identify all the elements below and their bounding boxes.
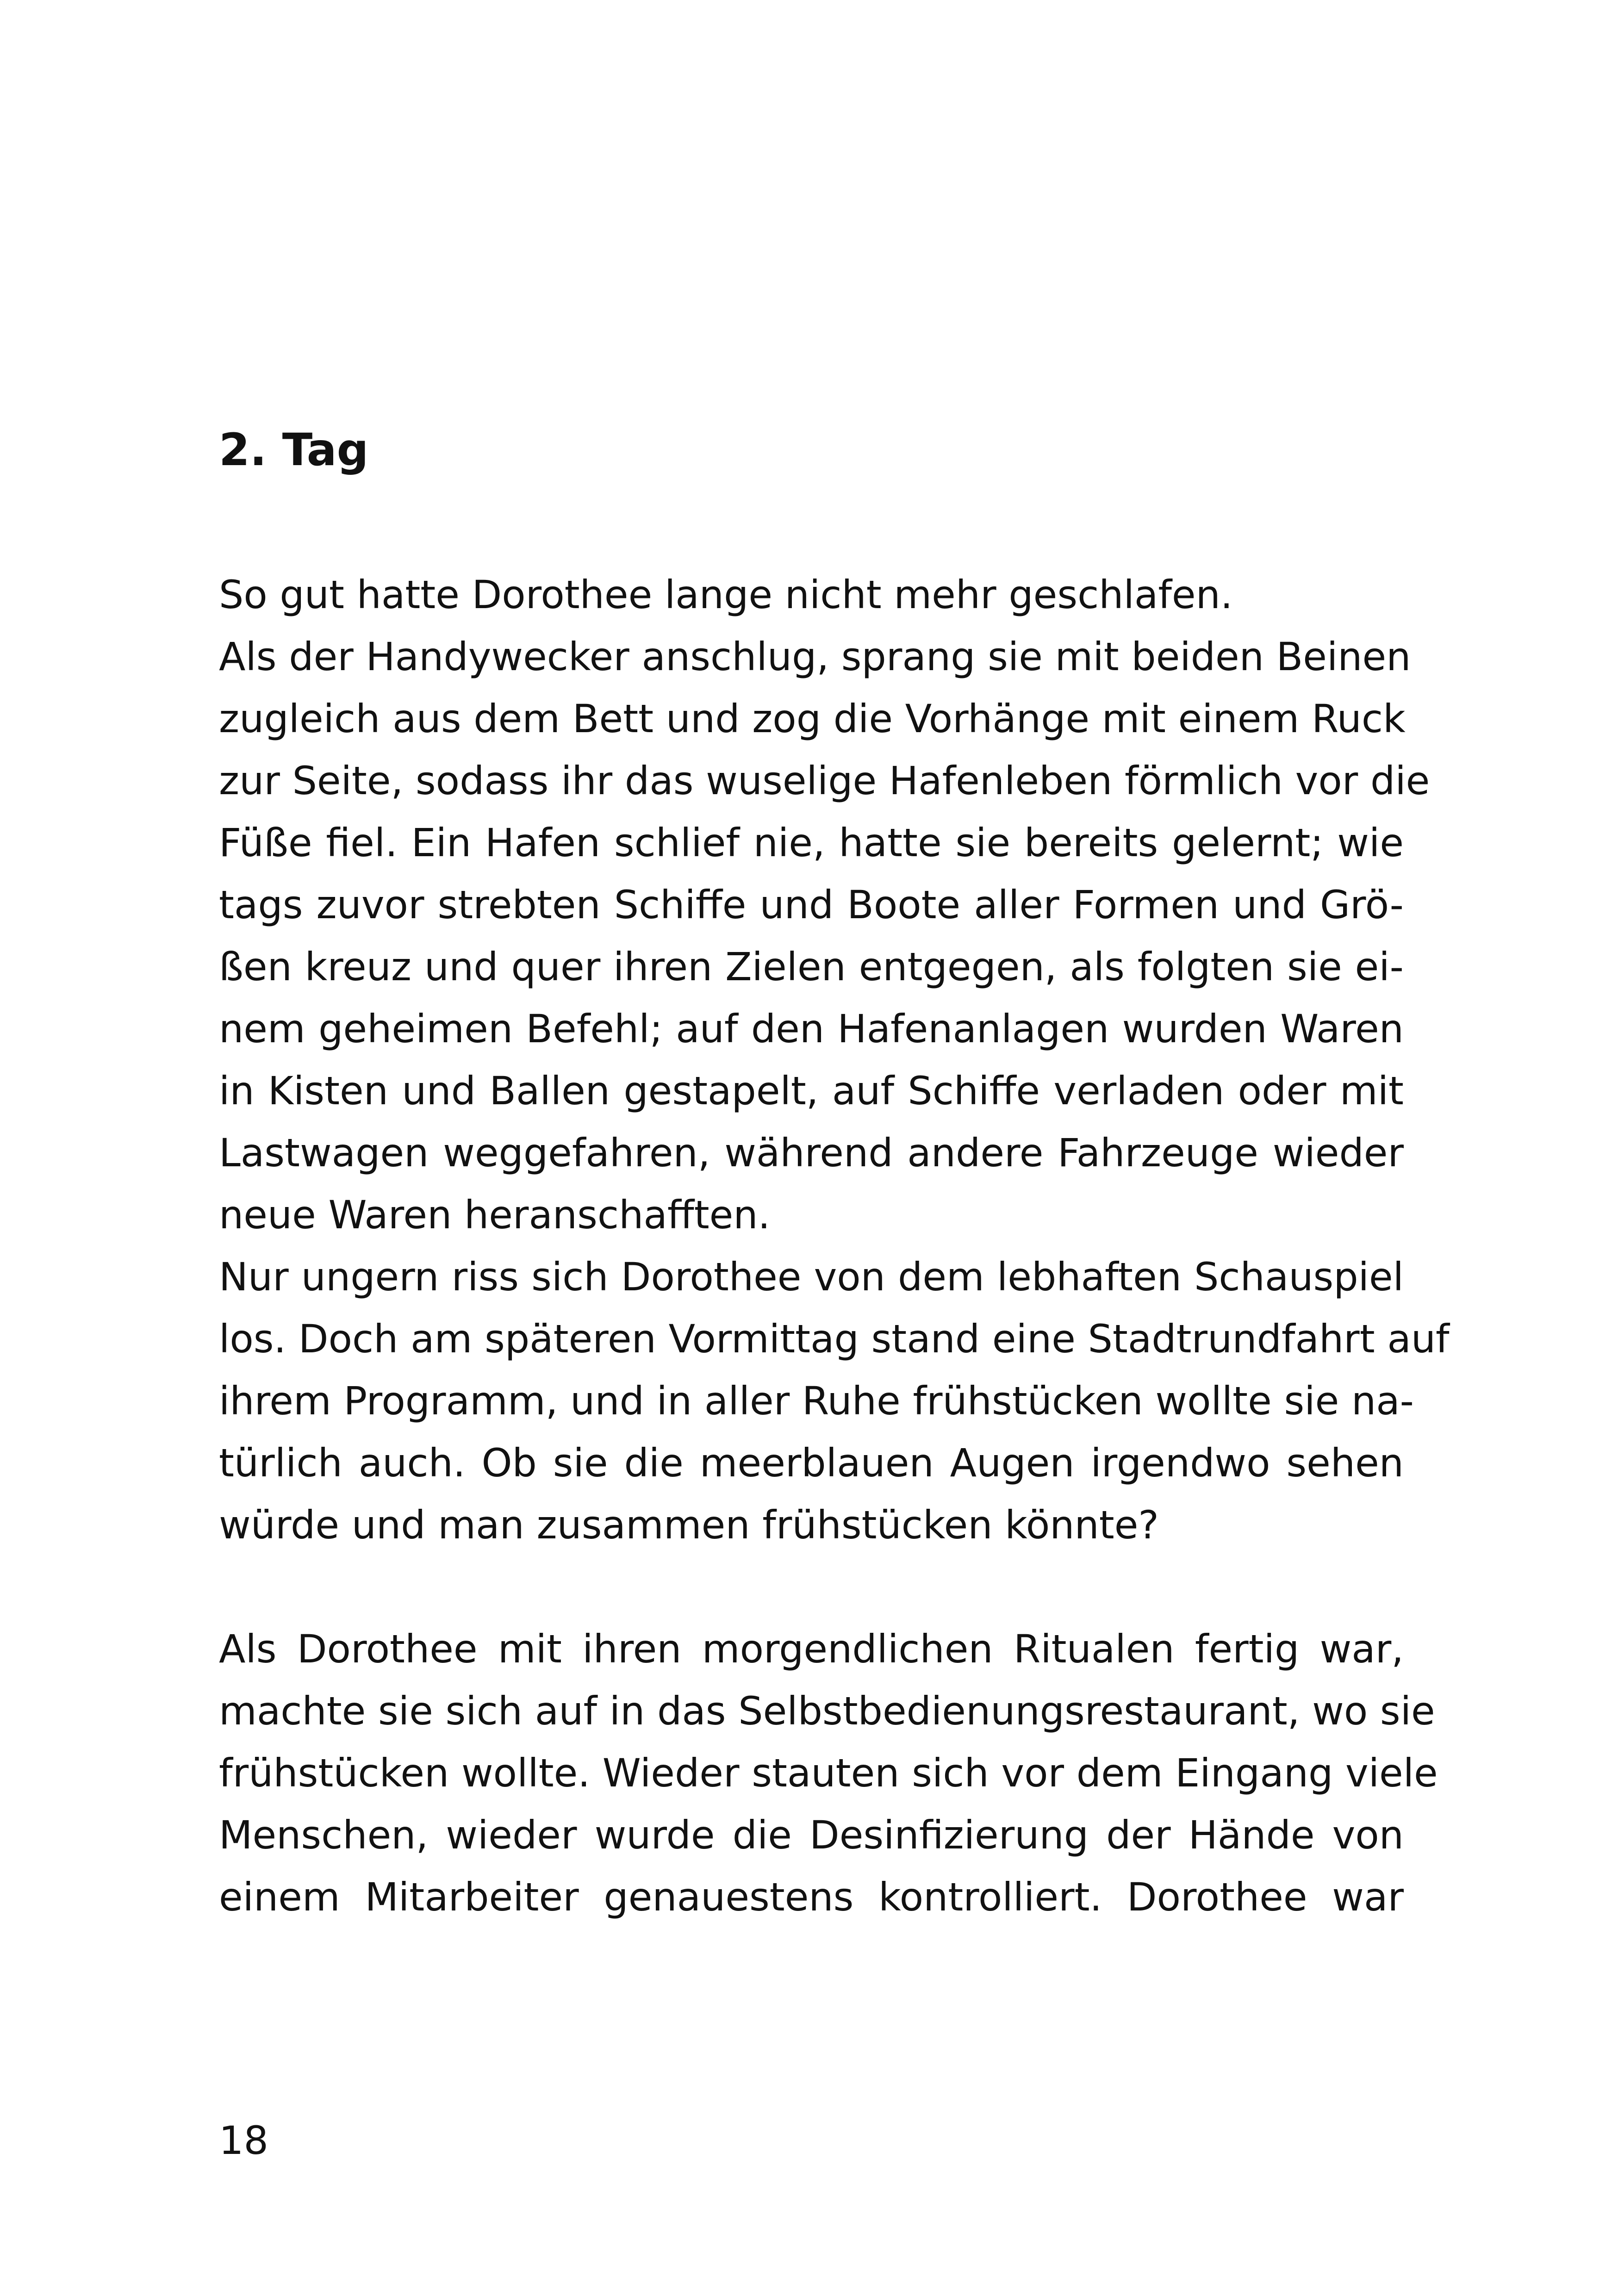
chapter-title: 2. Tag [219,424,369,476]
text-line: einem Mitarbeiter genauestens kontrolliert. Dorothee war [219,1874,1404,1920]
text-line: ßen kreuz und quer ihren Zielen entgegen, als folgten sie ei- [219,944,1404,989]
text-line: in Kisten und Ballen gestapelt, auf Schiffe verladen oder mit [219,1068,1404,1114]
page-number: 18 [219,2118,268,2163]
paragraph [219,1618,1438,1928]
text-line: ihrem Programm, und in aller Ruhe frühstücken wollte sie na- [219,1378,1414,1424]
text-line: los. Doch am späteren Vormittag stand eine Stadtrundfahrt auf [219,1316,1450,1362]
body-text [219,564,1450,1928]
text-line: machte sie sich auf in das Selbstbedienungsrestaurant, wo sie [219,1688,1435,1734]
text-line: Lastwagen weggefahren, während andere Fahrzeuge wieder [219,1130,1404,1176]
text-line: frühstücken wollte. Wieder stauten sich vor dem Eingang viele [219,1750,1438,1796]
text-line: zur Seite, sodass ihr das wuselige Hafenleben förmlich vor die [219,758,1430,803]
text-line: Als Dorothee mit ihren morgendlichen Ritualen fertig war, [219,1626,1404,1672]
text-line: würde und man zusammen frühstücken könnte? [219,1502,1159,1548]
text-line: türlich auch. Ob sie die meerblauen Augen irgendwo sehen [219,1440,1404,1486]
text-line: Menschen, wieder wurde die Desinfizierung der Hände von [219,1812,1404,1858]
paragraph [219,626,1430,1246]
paragraph [219,564,1404,626]
paragraph [219,1246,1450,1556]
text-line: So gut hatte Dorothee lange nicht mehr geschlafen. [219,572,1233,617]
text-line: Nur ungern riss sich Dorothee von dem lebhaften Schauspiel [219,1254,1404,1300]
paragraph-gap [219,1556,1404,1618]
text-line: tags zuvor strebten Schiffe und Boote aller Formen und Grö- [219,882,1404,927]
text-line: Als der Handywecker anschlug, sprang sie mit beiden Beinen [219,634,1411,679]
text-line: nem geheimen Befehl; auf den Hafenanlagen wurden Waren [219,1006,1404,1052]
text-line: neue Waren heranschafften. [219,1192,771,1238]
text-line: Füße fiel. Ein Hafen schlief nie, hatte sie bereits gelernt; wie [219,820,1404,865]
text-line: zugleich aus dem Bett und zog die Vorhänge mit einem Ruck [219,696,1406,741]
